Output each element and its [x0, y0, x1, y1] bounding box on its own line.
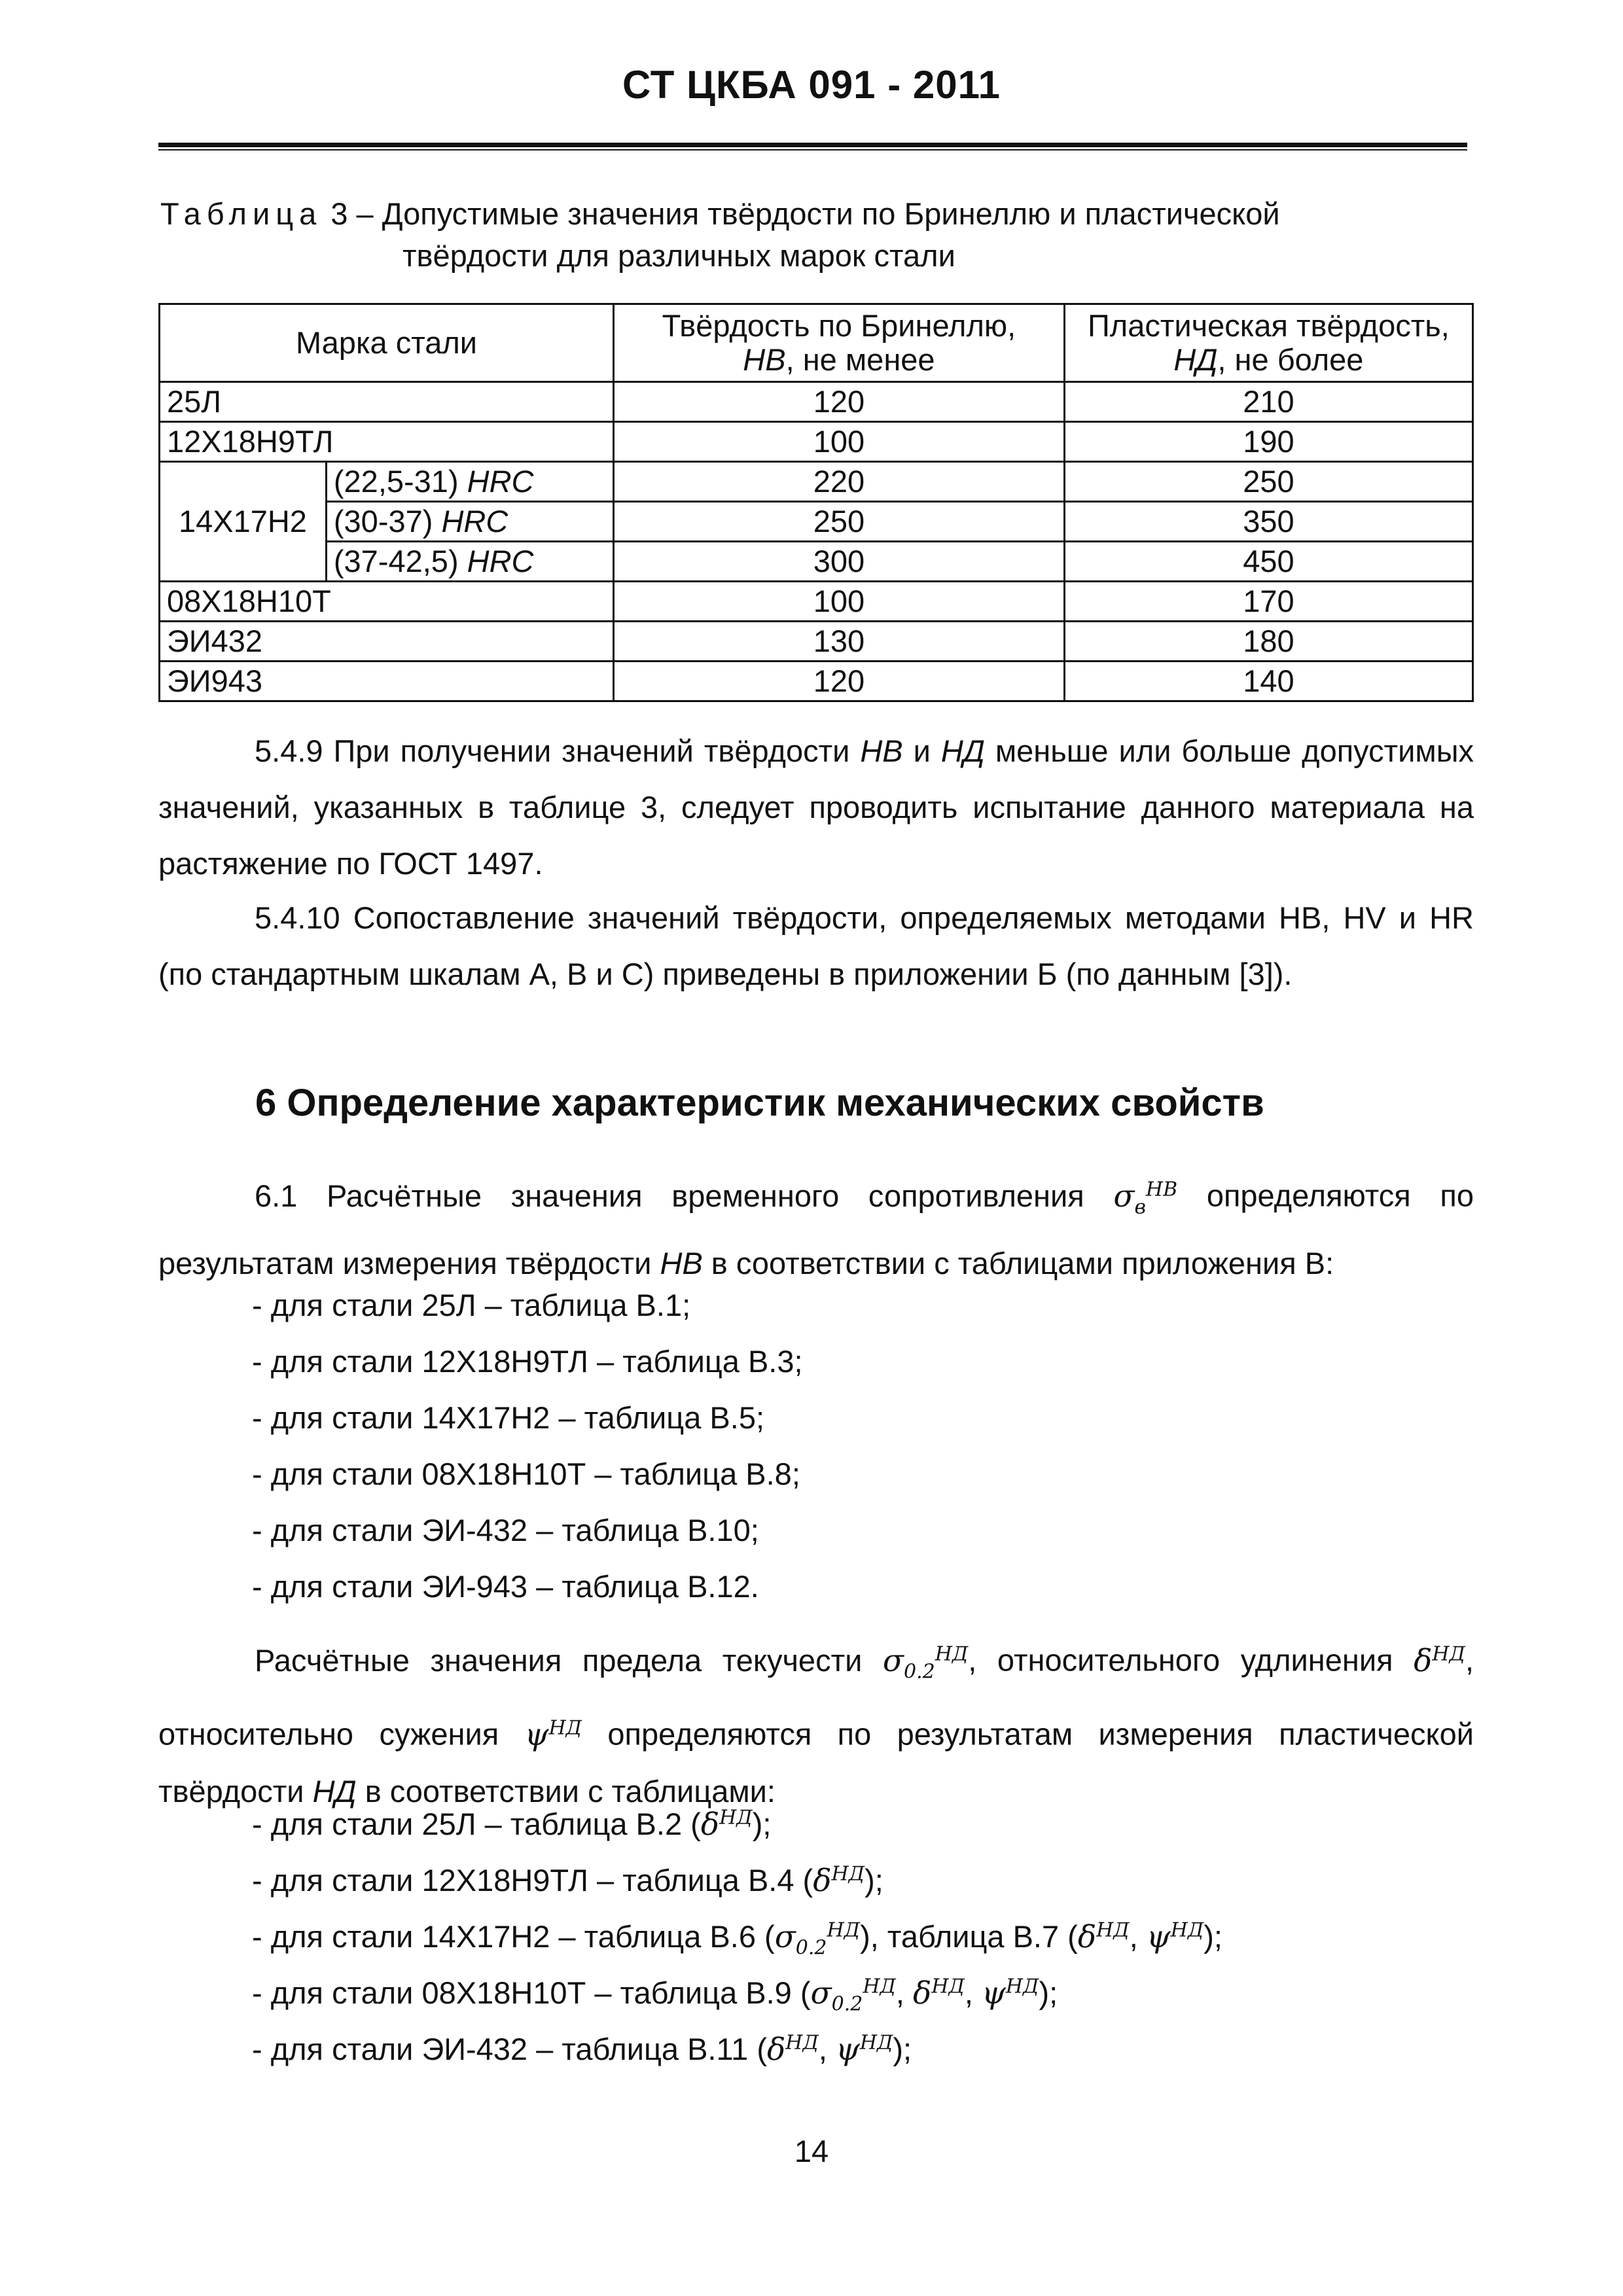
list-text: ), таблица В.7 ( — [860, 1919, 1078, 1954]
list-item: - для стали 14Х17Н2 – таблица В.5; — [252, 1400, 765, 1435]
cell-mark: ЭИ432 — [160, 622, 614, 662]
list-item — [252, 2031, 912, 2068]
p62-text-a: Расчётные значения предела текучести — [255, 1642, 883, 1678]
list-item — [252, 1862, 883, 1899]
document-header-title: СТ ЦКБА 091 - 2011 — [622, 63, 1001, 107]
p62-nd: НД — [312, 1773, 357, 1809]
psi-symbol — [525, 1717, 582, 1753]
psi-symbol — [982, 1975, 1039, 2011]
cell-nd: 350 — [1064, 502, 1472, 542]
list-item: - для стали 08Х18Н10Т – таблица В.8; — [252, 1457, 800, 1491]
psi-letter: ψ — [524, 1716, 549, 1753]
delta-letter: δ — [700, 1807, 720, 1843]
delta-sup: НД — [785, 2031, 819, 2055]
cell-nd: 210 — [1064, 382, 1472, 422]
cell-nd: 140 — [1064, 662, 1472, 701]
table-row — [160, 462, 1473, 502]
list-text: - для стали 12Х18Н9ТЛ – таблица В.4 ( — [252, 1863, 813, 1898]
table-row — [160, 502, 1473, 542]
list-text: - для стали ЭИ-432 – таблица В.11 ( — [252, 2032, 767, 2066]
delta-symbol — [1414, 1643, 1465, 1679]
hrc-unit: HRC — [467, 464, 534, 499]
paragraph-5-4-10 — [158, 890, 1474, 1002]
cell-hb: 120 — [614, 662, 1065, 701]
hrc-range-value: (37-42,5) — [333, 544, 467, 578]
p549-text-a: 5.4.9 При получении значений твёрдости — [255, 733, 861, 768]
cell-hb: 220 — [614, 462, 1065, 502]
psi-letter: ψ — [835, 2032, 860, 2068]
list-item — [252, 1806, 771, 1843]
cell-mark: 08Х18Н10Т — [160, 582, 614, 622]
list-text: ); — [1039, 1975, 1058, 2010]
p5410-text: 5.4.10 Сопоставление значений твёрдости, определяемых методами НВ, HV и HR (по стандартным шкалам А, В и С) приведены в приложении Б (по данным [3]). — [158, 900, 1474, 991]
list-item: - для стали ЭИ-432 – таблица В.10; — [252, 1513, 759, 1547]
list-item: - для стали ЭИ-943 – таблица В.12. — [252, 1569, 759, 1604]
header-nd-rest: , не более — [1217, 342, 1364, 377]
delta-symbol — [813, 1863, 865, 1899]
delta-symbol — [913, 1975, 965, 2011]
header-nd — [1064, 304, 1472, 382]
cell-hb: 300 — [614, 542, 1065, 582]
list-text: - для стали 25Л – таблица В.2 ( — [252, 1807, 701, 1841]
psi-symbol — [836, 2032, 893, 2068]
list-item — [252, 1975, 1058, 2015]
delta-letter: δ — [1414, 1642, 1433, 1679]
table-header-row — [160, 304, 1473, 382]
sigma-02-symbol — [810, 1975, 896, 2016]
delta-symbol — [701, 1807, 753, 1843]
cell-nd: 250 — [1064, 462, 1472, 502]
delta-sup: НД — [719, 1806, 753, 1829]
p549-text-b: и — [902, 733, 941, 768]
delta-sup: НД — [1096, 1918, 1130, 1942]
psi-sup: НД — [1005, 1975, 1039, 1998]
cell-nd: 180 — [1064, 622, 1472, 662]
header-nd-unit: НД — [1173, 342, 1218, 377]
sigma-letter: σ — [882, 1642, 904, 1679]
list-item: - для стали 25Л – таблица В.1; — [252, 1288, 691, 1322]
paragraph-5-4-9 — [158, 723, 1474, 892]
p549-nd: НД — [940, 733, 985, 768]
cell-hb: 100 — [614, 422, 1065, 462]
hrc-range-value: (22,5-31) — [333, 464, 467, 499]
sigma-sub: 0.2 — [831, 1992, 863, 2016]
cell-mark: ЭИ943 — [160, 662, 614, 701]
list-item: - для стали 12Х18Н9ТЛ – таблица В.3; — [252, 1344, 803, 1379]
list-text: - для стали 14Х17Н2 – таблица В.6 ( — [252, 1919, 775, 1954]
table-caption-line2: твёрдости для различных марок стали — [402, 238, 955, 273]
sigma-02-symbol — [774, 1918, 861, 1960]
header-hb-rest: , не менее — [785, 342, 935, 377]
cell-mark: 25Л — [160, 382, 614, 422]
header-nd-line1: Пластическая твёрдость, — [1087, 308, 1450, 343]
table-caption — [160, 193, 1280, 277]
psi-letter: ψ — [1146, 1919, 1171, 1955]
p62-text-e: в соответствии с таблицами: — [356, 1773, 776, 1809]
list-text: , — [895, 1975, 914, 2010]
sigma-letter: σ — [774, 1919, 796, 1955]
p549-hb: HB — [860, 733, 903, 768]
hrc-range-value: (30-37) — [333, 504, 442, 539]
delta-letter: δ — [766, 2032, 786, 2068]
psi-symbol — [1147, 1919, 1204, 1955]
table-row — [160, 622, 1473, 662]
cell-nd: 190 — [1064, 422, 1472, 462]
list-text: - для стали 08Х18Н10Т – таблица В.9 ( — [252, 1975, 811, 2010]
table-caption-text: 3 – Допустимые значения твёрдости по Бринеллю и пластической — [322, 196, 1280, 231]
sigma-sub: в — [1134, 1195, 1146, 1219]
list-item — [252, 1918, 1222, 1959]
sigma-sup: НД — [827, 1918, 861, 1942]
delta-sup: НД — [1432, 1642, 1465, 1665]
cell-hrc-range — [326, 462, 613, 502]
psi-letter: ψ — [982, 1975, 1006, 2011]
header-hb-line1: Твёрдость по Бринеллю, — [662, 308, 1016, 343]
sigma-letter: σ — [1113, 1178, 1135, 1214]
delta-sup: НД — [831, 1862, 865, 1886]
p62-text-d: определяются по результатам измерения пластической твёрдости — [158, 1716, 1474, 1809]
cell-hb: 100 — [614, 582, 1065, 622]
cell-hb: 250 — [614, 502, 1065, 542]
header-mark: Марка стали — [160, 304, 614, 382]
delta-symbol — [767, 2032, 819, 2068]
p549-text-c: меньше или больше допустимых значений, указанных в таблице 3, следует проводить испытание данного материала на растяжение по ГОСТ 1497. — [158, 733, 1474, 881]
cell-hb: 120 — [614, 382, 1065, 422]
p61-hb: HB — [660, 1246, 703, 1281]
sigma-sup: HB — [1145, 1178, 1178, 1201]
cell-nd: 450 — [1064, 542, 1472, 582]
table-row — [160, 662, 1473, 701]
cell-hrc-range — [326, 502, 613, 542]
list-text: , — [1129, 1919, 1147, 1954]
cell-hrc-range — [326, 542, 613, 582]
table-row — [160, 542, 1473, 582]
psi-sup: НД — [548, 1716, 582, 1740]
delta-sup: НД — [931, 1975, 965, 1998]
p62-text-c: , относительно сужения — [158, 1642, 1474, 1752]
psi-sup: НД — [1170, 1918, 1204, 1942]
table-row — [160, 382, 1473, 422]
page-number: 14 — [794, 2134, 829, 2168]
sigma-02-symbol — [882, 1642, 969, 1684]
p61-text-c: в соответствии с таблицами приложения В: — [702, 1246, 1334, 1281]
sigma-sub: 0.2 — [795, 1936, 827, 1960]
hardness-table — [158, 303, 1474, 702]
delta-letter: δ — [1077, 1919, 1097, 1955]
paragraph-nd-values — [158, 1626, 1474, 1820]
table-row — [160, 422, 1473, 462]
table-row — [160, 582, 1473, 622]
cell-hb: 130 — [614, 622, 1065, 662]
list-text: ); — [893, 2032, 912, 2066]
hrc-unit: HRC — [441, 504, 508, 539]
table-caption-lead: Таблица — [160, 196, 323, 231]
header-hb-unit: HB — [743, 342, 786, 377]
delta-symbol — [1078, 1919, 1130, 1955]
sigma-sup: НД — [935, 1642, 969, 1665]
p61-text-a: 6.1 Расчётные значения временного сопротивления — [255, 1178, 1114, 1213]
p61-text-b: определяются по результатам измерения твёрдости — [158, 1178, 1474, 1281]
cell-group-mark: 14Х17Н2 — [160, 462, 327, 582]
hrc-unit: HRC — [467, 544, 534, 578]
cell-nd: 170 — [1064, 582, 1472, 622]
section-6-heading: 6 Определение характеристик механических свойств — [255, 1082, 1264, 1124]
p62-text-b: , относительного удлинения — [968, 1642, 1414, 1678]
list-text: ); — [865, 1863, 883, 1898]
sigma-sup: НД — [863, 1975, 896, 1998]
header-hb — [614, 304, 1065, 382]
psi-sup: НД — [859, 2031, 893, 2055]
sigma-b-symbol — [1113, 1178, 1178, 1219]
delta-letter: δ — [913, 1975, 932, 2011]
delta-letter: δ — [813, 1863, 832, 1899]
list-text: , — [964, 1975, 982, 2010]
sigma-sub: 0.2 — [904, 1660, 935, 1684]
sigma-letter: σ — [810, 1975, 832, 2011]
header-rule — [158, 143, 1467, 150]
list-text: , — [818, 2032, 836, 2066]
list-text: ); — [1204, 1919, 1222, 1954]
cell-mark: 12Х18Н9ТЛ — [160, 422, 614, 462]
list-text: ); — [752, 1807, 772, 1841]
paragraph-6-1 — [158, 1161, 1474, 1292]
